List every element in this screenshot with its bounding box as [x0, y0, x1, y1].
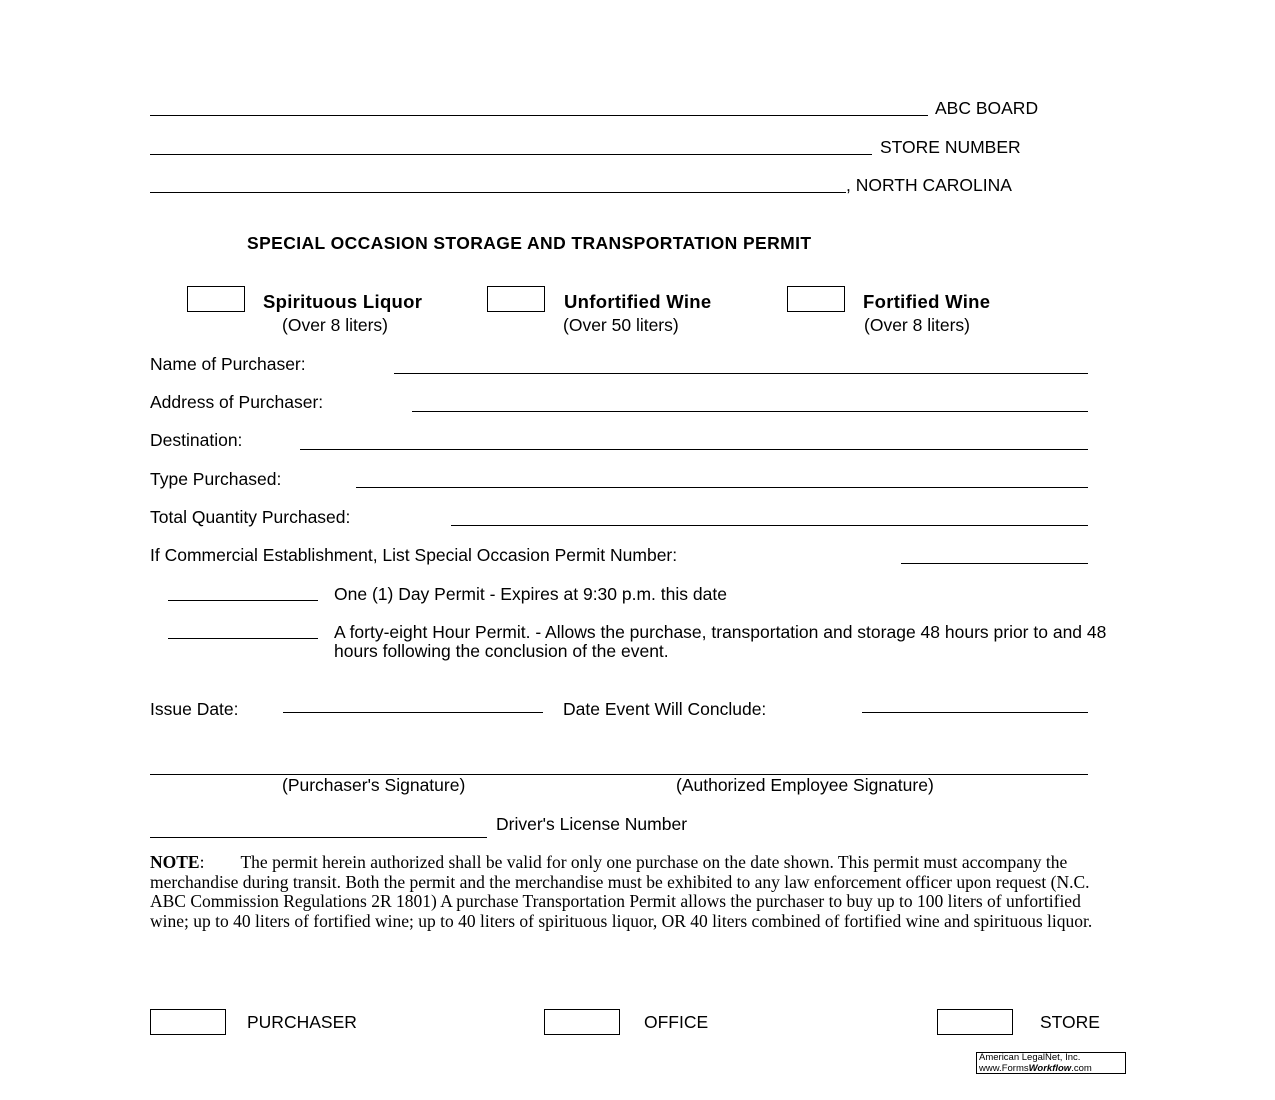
publisher-url: www.FormsWorkflow.com	[979, 1062, 1092, 1074]
office-copy-label: OFFICE	[644, 1012, 709, 1032]
store-number-line[interactable]	[150, 154, 872, 155]
spirituous-liquor-checkbox[interactable]	[187, 286, 245, 312]
issue-date-label: Issue Date:	[150, 699, 239, 719]
drivers-license-field[interactable]	[150, 837, 487, 838]
destination-label: Destination:	[150, 430, 243, 450]
abc-board-line[interactable]	[150, 115, 928, 116]
state-label: , NORTH CAROLINA	[846, 175, 1012, 195]
abc-board-label: ABC BOARD	[935, 98, 1039, 118]
note-text: The permit herein authorized shall be valid for only one purchase on the date shown. This permit must accompany the merchandise during transit. Both the permit and the merchandise must be exhibited to any law enforcement officer upon request (N.C. ABC Commission Regulations 2R 1801) A purchase Transportation Permit allows the purchaser to buy up to 100 liters of unfortified wine; up to 40 liters of fortified wine; up to 40 liters of spirituous liquor, OR 40 liters combined of fortified wine and spirituous liquor.	[150, 852, 1093, 931]
unfortified-wine-label: Unfortified Wine	[564, 291, 712, 312]
type-purchased-field[interactable]	[356, 487, 1088, 488]
drivers-license-label: Driver's License Number	[496, 814, 688, 834]
note-paragraph: NOTE: The permit herein authorized shall be valid for only one purchase on the date shown. This permit must accompany the merchandise during transit. Both the permit and the merchandise must be exhibited to any law enforcement officer upon request (N.C. ABC Commission Regulations 2R 1801) A purchase Transportation Permit allows the purchaser to buy up to 100 liters of unfortified wine; up to 40 liters of fortified wine; up to 40 liters of spirituous liquor, OR 40 liters combined of fortified wine and spirituous liquor.	[150, 852, 1093, 931]
city-line[interactable]	[150, 192, 846, 193]
store-copy-checkbox[interactable]	[937, 1009, 1013, 1035]
total-quantity-field[interactable]	[451, 525, 1088, 526]
commercial-permit-label: If Commercial Establishment, List Special Occasion Permit Number:	[150, 545, 678, 565]
publisher-name: American LegalNet, Inc.	[979, 1052, 1081, 1063]
office-copy-checkbox[interactable]	[544, 1009, 620, 1035]
purchaser-address-field[interactable]	[412, 411, 1088, 412]
form-title: SPECIAL OCCASION STORAGE AND TRANSPORTATION PERMIT	[247, 233, 812, 253]
purchaser-copy-checkbox[interactable]	[150, 1009, 226, 1035]
unfortified-wine-sub: (Over 50 liters)	[563, 315, 679, 335]
employee-signature-label: (Authorized Employee Signature)	[676, 775, 934, 795]
fortified-wine-label: Fortified Wine	[863, 291, 991, 312]
unfortified-wine-checkbox[interactable]	[487, 286, 545, 312]
commercial-permit-field[interactable]	[901, 563, 1088, 564]
publisher-stamp	[976, 1052, 1126, 1074]
forty-eight-hour-permit-blank[interactable]	[168, 638, 318, 639]
note-label: NOTE	[150, 852, 200, 872]
forty-eight-hour-permit-label: A forty-eight Hour Permit. - Allows the purchase, transportation and storage 48 hours prior to and 48 hours following the conclusion of the event.	[334, 622, 1107, 661]
store-number-label: STORE NUMBER	[880, 137, 1021, 157]
spirituous-liquor-label: Spirituous Liquor	[263, 291, 423, 312]
purchaser-name-label: Name of Purchaser:	[150, 354, 306, 374]
spirituous-liquor-sub: (Over 8 liters)	[282, 315, 388, 335]
destination-field[interactable]	[300, 449, 1088, 450]
purchaser-copy-label: PURCHASER	[247, 1012, 357, 1032]
total-quantity-label: Total Quantity Purchased:	[150, 507, 351, 527]
purchaser-name-field[interactable]	[394, 373, 1088, 374]
fortified-wine-sub: (Over 8 liters)	[864, 315, 970, 335]
event-conclude-label: Date Event Will Conclude:	[563, 699, 767, 719]
one-day-permit-label: One (1) Day Permit - Expires at 9:30 p.m. this date	[334, 584, 727, 604]
one-day-permit-blank[interactable]	[168, 600, 318, 601]
purchaser-address-label: Address of Purchaser:	[150, 392, 324, 412]
purchaser-signature-label: (Purchaser's Signature)	[282, 775, 466, 795]
issue-date-field[interactable]	[283, 712, 543, 713]
store-copy-label: STORE	[1040, 1012, 1100, 1032]
type-purchased-label: Type Purchased:	[150, 469, 282, 489]
event-conclude-field[interactable]	[862, 712, 1088, 713]
fortified-wine-checkbox[interactable]	[787, 286, 845, 312]
